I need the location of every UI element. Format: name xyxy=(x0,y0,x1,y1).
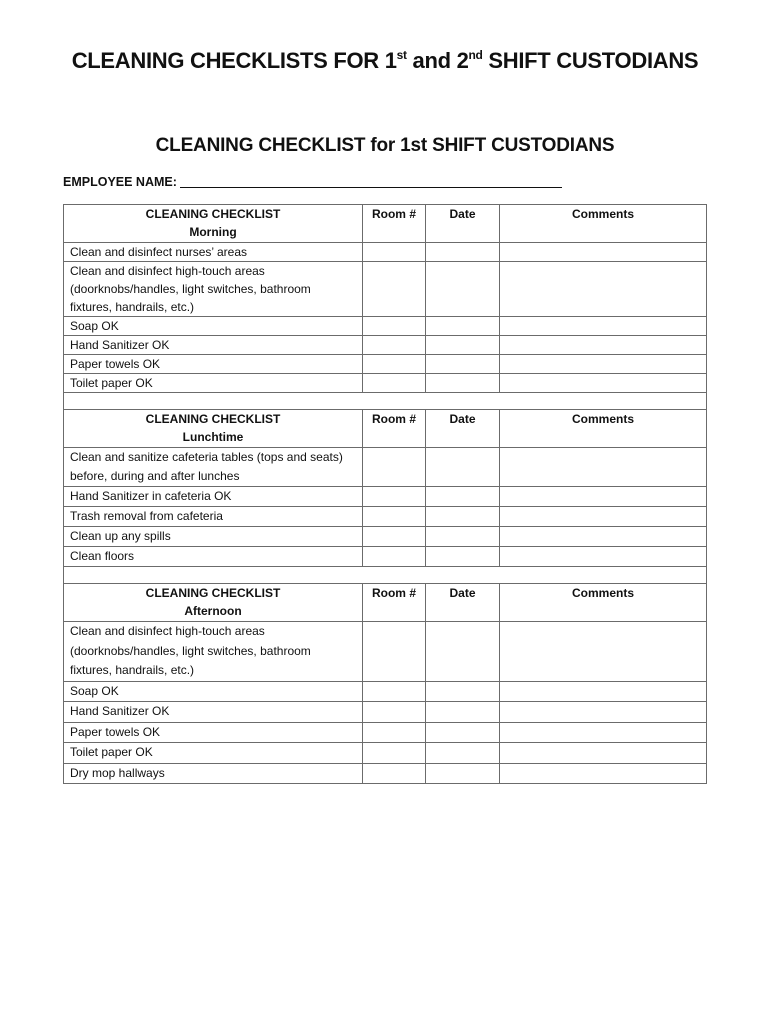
date-cell[interactable] xyxy=(426,681,500,702)
comments-cell[interactable] xyxy=(500,448,707,487)
table-row xyxy=(64,722,707,743)
room-cell[interactable] xyxy=(363,374,426,393)
room-cell[interactable] xyxy=(363,336,426,355)
spacer-row xyxy=(64,567,707,584)
room-cell[interactable] xyxy=(363,622,426,682)
comments-cell[interactable] xyxy=(500,547,707,567)
date-cell[interactable] xyxy=(426,262,500,317)
section-header-row-afternoon xyxy=(64,584,707,622)
title-text-part-3: SHIFT CUSTODIANS xyxy=(482,48,699,73)
task-label: Trash removal from cafeteria xyxy=(64,507,363,527)
date-cell[interactable] xyxy=(426,722,500,743)
task-label: Clean floors xyxy=(64,547,363,567)
section-header-label: CLEANING CHECKLIST xyxy=(145,207,281,221)
date-cell[interactable] xyxy=(426,702,500,723)
comments-cell[interactable] xyxy=(500,487,707,507)
section-header-row-morning xyxy=(64,205,707,243)
room-cell[interactable] xyxy=(363,702,426,723)
column-header-comments: Comments xyxy=(500,205,707,243)
date-cell[interactable] xyxy=(426,243,500,262)
comments-cell[interactable] xyxy=(500,702,707,723)
comments-cell[interactable] xyxy=(500,681,707,702)
employee-name-blank-line[interactable] xyxy=(180,175,562,188)
room-cell[interactable] xyxy=(363,507,426,527)
date-cell[interactable] xyxy=(426,374,500,393)
room-cell[interactable] xyxy=(363,262,426,317)
table-row xyxy=(64,763,707,784)
section-header-lunchtime xyxy=(64,410,363,448)
table-row xyxy=(64,681,707,702)
room-cell[interactable] xyxy=(363,317,426,336)
title-text-part-1: CLEANING CHECKLISTS FOR 1 xyxy=(71,48,397,73)
title-superscript-st: st xyxy=(396,48,407,62)
checklist-table xyxy=(63,204,707,784)
title-superscript-nd: nd xyxy=(468,48,483,62)
column-header-room: Room # xyxy=(363,584,426,622)
date-cell[interactable] xyxy=(426,547,500,567)
task-label: Clean up any spills xyxy=(64,527,363,547)
room-cell[interactable] xyxy=(363,448,426,487)
employee-name-label: EMPLOYEE NAME: xyxy=(63,175,177,189)
table-row xyxy=(64,487,707,507)
column-header-date: Date xyxy=(426,410,500,448)
employee-name-field xyxy=(63,175,562,189)
room-cell[interactable] xyxy=(363,763,426,784)
comments-cell[interactable] xyxy=(500,336,707,355)
section-header-morning xyxy=(64,205,363,243)
table-row xyxy=(64,336,707,355)
room-cell[interactable] xyxy=(363,355,426,374)
task-label: Hand Sanitizer OK xyxy=(64,336,363,355)
comments-cell[interactable] xyxy=(500,317,707,336)
section-header-label: CLEANING CHECKLIST xyxy=(145,412,281,426)
section-period-label: Lunchtime xyxy=(182,430,244,444)
comments-cell[interactable] xyxy=(500,374,707,393)
spacer-cell xyxy=(64,567,707,584)
task-label: Hand Sanitizer in cafeteria OK xyxy=(64,487,363,507)
task-label: Clean and sanitize cafeteria tables (tops and seats) before, during and after lunches xyxy=(64,448,363,487)
task-label: Paper towels OK xyxy=(64,355,363,374)
section-header-label: CLEANING CHECKLIST xyxy=(145,586,281,600)
table-row xyxy=(64,243,707,262)
table-row xyxy=(64,743,707,764)
room-cell[interactable] xyxy=(363,681,426,702)
table-row xyxy=(64,317,707,336)
room-cell[interactable] xyxy=(363,527,426,547)
section-period-label: Morning xyxy=(189,225,237,239)
column-header-comments: Comments xyxy=(500,584,707,622)
column-header-room: Room # xyxy=(363,410,426,448)
room-cell[interactable] xyxy=(363,743,426,764)
table-row xyxy=(64,262,707,317)
table-row xyxy=(64,507,707,527)
task-label: Dry mop hallways xyxy=(64,763,363,784)
date-cell[interactable] xyxy=(426,763,500,784)
comments-cell[interactable] xyxy=(500,622,707,682)
comments-cell[interactable] xyxy=(500,743,707,764)
task-label: Toilet paper OK xyxy=(64,374,363,393)
task-label: Clean and disinfect nurses’ areas xyxy=(64,243,363,262)
room-cell[interactable] xyxy=(363,487,426,507)
comments-cell[interactable] xyxy=(500,722,707,743)
date-cell[interactable] xyxy=(426,355,500,374)
comments-cell[interactable] xyxy=(500,763,707,784)
task-label: Clean and disinfect high-touch areas (doorknobs/handles, light switches, bathroom fixtures, handrails, etc.) xyxy=(64,262,363,317)
column-header-comments: Comments xyxy=(500,410,707,448)
table-row xyxy=(64,527,707,547)
date-cell[interactable] xyxy=(426,622,500,682)
comments-cell[interactable] xyxy=(500,507,707,527)
document-title xyxy=(0,48,770,74)
comments-cell[interactable] xyxy=(500,243,707,262)
section-header-row-lunchtime xyxy=(64,410,707,448)
column-header-date: Date xyxy=(426,584,500,622)
spacer-row xyxy=(64,393,707,410)
task-label: Paper towels OK xyxy=(64,722,363,743)
comments-cell[interactable] xyxy=(500,355,707,374)
task-label: Hand Sanitizer OK xyxy=(64,702,363,723)
comments-cell[interactable] xyxy=(500,262,707,317)
task-label: Soap OK xyxy=(64,681,363,702)
column-header-date: Date xyxy=(426,205,500,243)
spacer-cell xyxy=(64,393,707,410)
task-label: Soap OK xyxy=(64,317,363,336)
date-cell[interactable] xyxy=(426,507,500,527)
date-cell[interactable] xyxy=(426,743,500,764)
task-label: Toilet paper OK xyxy=(64,743,363,764)
comments-cell[interactable] xyxy=(500,527,707,547)
room-cell[interactable] xyxy=(363,243,426,262)
table-row xyxy=(64,355,707,374)
table-row xyxy=(64,547,707,567)
section-header-afternoon xyxy=(64,584,363,622)
date-cell[interactable] xyxy=(426,317,500,336)
table-row xyxy=(64,702,707,723)
section-period-label: Afternoon xyxy=(184,604,242,618)
title-text-part-2: and 2 xyxy=(406,48,469,73)
section-title: CLEANING CHECKLIST for 1st SHIFT CUSTODIANS xyxy=(155,135,615,156)
date-cell[interactable] xyxy=(426,336,500,355)
task-label: Clean and disinfect high-touch areas (doorknobs/handles, light switches, bathroom fixtures, handrails, etc.) xyxy=(64,622,363,682)
date-cell[interactable] xyxy=(426,487,500,507)
table-row xyxy=(64,374,707,393)
table-row xyxy=(64,448,707,487)
table-row xyxy=(64,622,707,682)
room-cell[interactable] xyxy=(363,547,426,567)
date-cell[interactable] xyxy=(426,527,500,547)
room-cell[interactable] xyxy=(363,722,426,743)
date-cell[interactable] xyxy=(426,448,500,487)
column-header-room: Room # xyxy=(363,205,426,243)
